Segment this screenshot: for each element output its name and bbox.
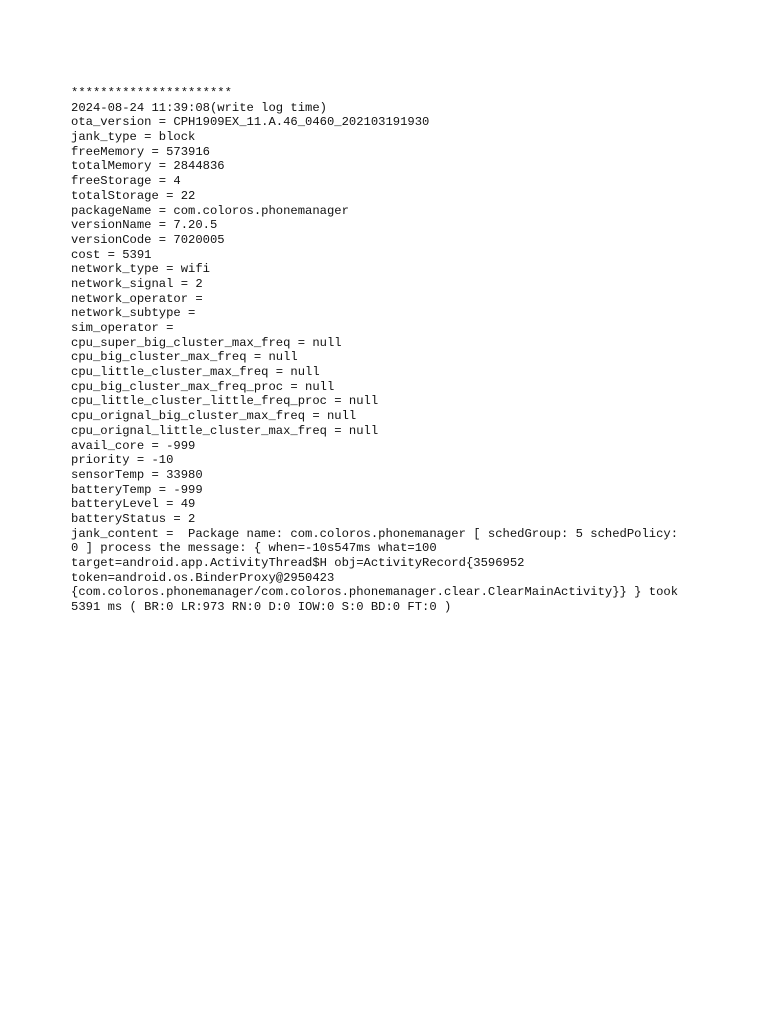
- log-text-block: [71, 86, 711, 615]
- log-line-network-signal: network_signal = 2: [71, 276, 203, 291]
- log-line-cpu-orignal-little-cluster-max-freq: cpu_orignal_little_cluster_max_freq = null: [71, 423, 379, 438]
- log-line-free-memory: freeMemory = 573916: [71, 144, 210, 159]
- log-line-avail-core: avail_core = -999: [71, 438, 196, 453]
- log-line-write-time: 2024-08-24 11:39:08(write log time): [71, 100, 327, 115]
- log-line-cpu-super-big-cluster-max-freq: cpu_super_big_cluster_max_freq = null: [71, 335, 342, 350]
- log-line-version-code: versionCode = 7020005: [71, 232, 225, 247]
- log-line-battery-temp: batteryTemp = -999: [71, 482, 203, 497]
- log-line-network-operator: network_operator =: [71, 291, 203, 306]
- log-line-total-memory: totalMemory = 2844836: [71, 159, 225, 174]
- log-separator: **********************: [71, 86, 232, 100]
- log-line-priority: priority = -10: [71, 453, 174, 468]
- log-line-sensor-temp: sensorTemp = 33980: [71, 467, 203, 482]
- log-line-jank-content-5: {com.coloros.phonemanager/com.coloros.phonemanager.clear.ClearMainActivity}} } took: [71, 585, 679, 600]
- log-line-cpu-little-cluster-max-freq: cpu_little_cluster_max_freq = null: [71, 365, 320, 380]
- log-line-battery-status: batteryStatus = 2: [71, 511, 196, 526]
- log-line-cpu-little-cluster-little-freq-proc: cpu_little_cluster_little_freq_proc = null: [71, 394, 379, 409]
- log-line-cpu-orignal-big-cluster-max-freq: cpu_orignal_big_cluster_max_freq = null: [71, 409, 357, 424]
- log-line-network-type: network_type = wifi: [71, 262, 210, 277]
- log-line-ota-version: ota_version = CPH1909EX_11.A.46_0460_202103191930: [71, 115, 430, 130]
- log-line-package-name: packageName = com.coloros.phonemanager: [71, 203, 349, 218]
- log-line-jank-content-2: 0 ] process the message: { when=-10s547ms what=100: [71, 541, 437, 556]
- log-line-version-name: versionName = 7.20.5: [71, 218, 218, 233]
- log-line-jank-content-1: jank_content = Package name: com.coloros.phonemanager [ schedGroup: 5 schedPolicy:: [71, 526, 679, 541]
- log-line-sim-operator: sim_operator =: [71, 321, 174, 335]
- log-line-free-storage: freeStorage = 4: [71, 174, 181, 189]
- log-line-jank-type: jank_type = block: [71, 130, 196, 145]
- log-line-jank-content-4: token=android.os.BinderProxy@2950423: [71, 570, 335, 585]
- log-line-battery-level: batteryLevel = 49: [71, 497, 196, 512]
- log-line-network-subtype: network_subtype =: [71, 306, 196, 321]
- log-line-cpu-big-cluster-max-freq-proc: cpu_big_cluster_max_freq_proc = null: [71, 379, 335, 394]
- log-line-cost: cost = 5391: [71, 247, 152, 262]
- log-line-cpu-big-cluster-max-freq: cpu_big_cluster_max_freq = null: [71, 350, 298, 365]
- log-line-total-storage: totalStorage = 22: [71, 188, 196, 203]
- log-line-jank-content-6: 5391 ms ( BR:0 LR:973 RN:0 D:0 IOW:0 S:0 BD:0 FT:0 ): [71, 600, 452, 615]
- log-line-jank-content-3: target=android.app.ActivityThread$H obj=ActivityRecord{3596952: [71, 556, 525, 570]
